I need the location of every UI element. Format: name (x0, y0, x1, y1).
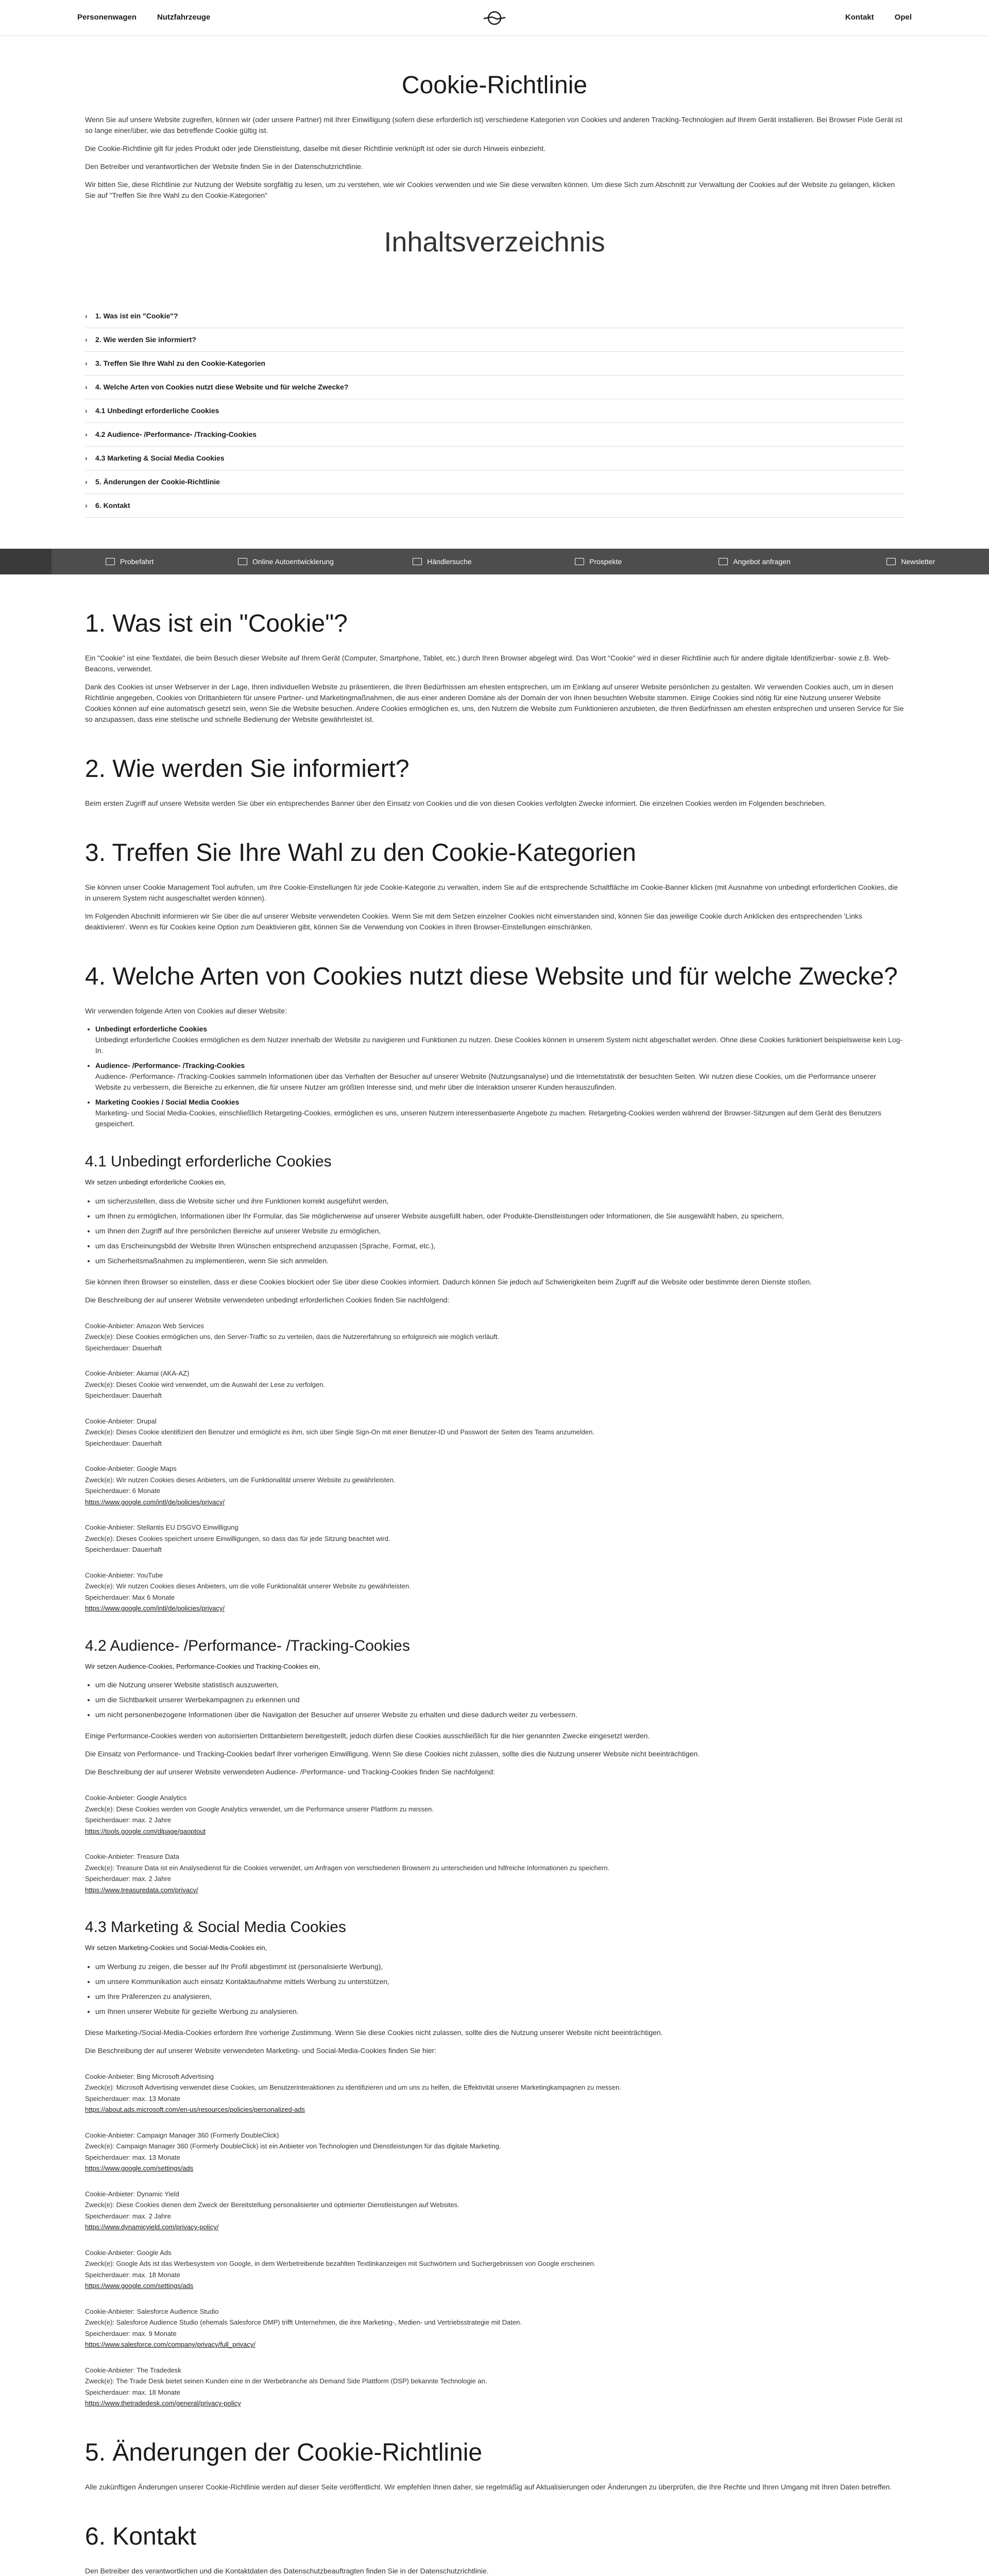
section-42-note: Wir setzen Audience-Cookies, Performance-Cookies und Tracking-Cookies ein, (85, 1662, 320, 1670)
cookie-policy-link[interactable]: https://tools.google.com/dlpage/gaoptout (85, 1827, 206, 1835)
list-item: • um Werbung zu zeigen, die besser auf Ihr Profil abgestimmt ist (personalisierte Werbung), (95, 1961, 904, 1972)
opel-logo[interactable] (482, 8, 507, 28)
cookie-entry: Cookie-Anbieter: Bing Microsoft Advertising Zweck(e): Microsoft Advertising verwendet diese Cookies, um Benutzerinteraktionen zu identifizieren und um uns zu helfen, die Effektivität unserer Marketingkampagnen zu messen. Speicherdauer: max. 13 Monate https://about.ads.microsoft.com/en-us/resources/policies/personalized-ads (85, 2072, 622, 2113)
section-43-list (95, 1961, 904, 2017)
nav-opel[interactable]: Opel (894, 13, 912, 22)
chevron-right-icon: › (85, 383, 88, 391)
cookie-policy-link[interactable]: https://www.google.com/intl/de/policies/privacy/ (85, 1604, 225, 1612)
page-title: Cookie-Richtlinie (401, 72, 588, 99)
chevron-right-icon: › (85, 478, 88, 486)
section-1-title: 1. Was ist ein "Cookie"? (85, 610, 348, 637)
chevron-right-icon: › (85, 335, 88, 344)
cookie-entry: Cookie-Anbieter: Amazon Web Services Zweck(e): Diese Cookies ermöglichen uns, den Server-Traffic so zu verteilen, dass die Nutzererfahrung so erfolgsreich wie möglich verläuft. Speicherdauer: Dauerhaft (85, 1321, 500, 1352)
mail-icon (886, 558, 896, 565)
cookie-types-list (95, 1024, 904, 1129)
toc-item[interactable]: › 6. Kontakt (85, 494, 904, 518)
top-navigation (0, 0, 989, 36)
intro-paragraph-3: Den Betreiber und verantwortlichen der Website finden Sie in der Datenschutzrichtlinie. (85, 162, 363, 171)
toc-item[interactable]: › 2. Wie werden Sie informiert? (85, 328, 904, 352)
list-item: • um Ihre Präferenzen zu analysieren, (95, 1991, 904, 2002)
section-2-p1: Beim ersten Zugriff auf unsere Website werden Sie über ein entsprechendes Banner über den Einsatz von Cookies und die von diesen Cookies verfolgten Zwecke informiert. Die einzelnen Cookies werden im Folgenden beschrieben. (85, 799, 826, 807)
cookie-policy-link[interactable]: https://www.google.com/intl/de/policies/privacy/ (85, 1498, 225, 1506)
cookie-policy-link[interactable]: https://www.dynamicyield.com/privacy-policy/ (85, 2223, 219, 2231)
section-2-title: 2. Wie werden Sie informiert? (85, 755, 410, 783)
section-42-p2: Die Einsatz von Performance- und Tracking-Cookies bedarf Ihrer vorherigen Einwilligung. Wenn Sie diese Cookies nicht zulassen, sollte dies die Nutzung unserer Website nicht beeinträchtigen. (85, 1750, 700, 1758)
chevron-right-icon: › (85, 430, 88, 438)
section-4-title: 4. Welche Arten von Cookies nutzt diese Website und für welche Zwecke? (85, 963, 898, 990)
list-item: • Audience- /Performance- /Tracking-Cookies Audience- /Performance- /Tracking-Cookies sammeln Informationen über das Verhalten der Besucher auf unserer Website (Nutzungsanalyse) und die Internetstatistik der besuchten Seiten. Wir nutzen diese Cookies, um die Performance unserer Website zu verbessern, die Bereiche zu erkennen, die für unsere Nutzer am größten Interesse sind, und mehr über die Interaktion unserer Kunden herauszufinden. (95, 1060, 904, 1093)
list-item: • um Sicherheitsmaßnahmen zu implementieren, wenn Sie sich anmelden. (95, 1256, 904, 1266)
list-item: • um unsere Kommunikation auch einsatz Kontaktaufnahme mittels Werbung zu unterstützen, (95, 1976, 904, 1987)
list-item: • Marketing Cookies / Social Media Cookies Marketing- und Social Media-Cookies, einschließlich Retargeting-Cookies, ermöglichen es uns, unseren Nutzern interessenbasierte Angebote zu machen. Retargeting-Cookies werden während der Browser-Sitzungen auf dem Gerät des Benutzers gespeichert. (95, 1097, 904, 1129)
toc-item[interactable]: › 5. Änderungen der Cookie-Richtlinie (85, 470, 904, 494)
chevron-right-icon: › (85, 454, 88, 462)
list-item: • um die Sichtbarkeit unserer Werbekampagnen zu erkennen und (95, 1694, 904, 1705)
intro-paragraph-1: Wenn Sie auf unsere Website zugreifen, können wir (oder unsere Partner) mit Ihrer Einwilligung (sofern diese erforderlich ist) verschiedene Kategorien von Cookies und anderen Tracking-Technologien auf Ihrem Gerät installieren. Bei Browser Pixle Gerät ist so lange einer/über, wie das betreffende Cookie gültig ist. (85, 115, 902, 134)
section-43-p2: Die Beschreibung der auf unserer Website verwendeten Marketing- und Social-Media-Cookies finden Sie hier: (85, 2046, 437, 2055)
section-42-list (95, 1680, 904, 1720)
list-item: • um Ihnen zu ermöglichen, Informationen über Ihr Formular, das Sie möglicherweise auf unserer Website ausgefüllt haben, oder Produkte-Dienstleistungen oder Informationen, die Sie ausgewählt haben, zu speichern, (95, 1211, 904, 1222)
cookie-entry: Cookie-Anbieter: YouTube Zweck(e): Wir nutzen Cookies dieses Anbieters, um die volle Funktionalität unserer Website zu gewährleisten. Speicherdauer: Max 6 Monate https://www.google.com/intl/de/policies/privacy/ (85, 1571, 411, 1612)
car-icon (238, 558, 247, 565)
quick-action-bar (0, 549, 989, 574)
section-41-list (95, 1196, 904, 1266)
cookie-policy-link[interactable]: https://about.ads.microsoft.com/en-us/resources/policies/personalized-ads (85, 2106, 305, 2113)
section-1-p1: Ein "Cookie" ist eine Textdatei, die beim Besuch dieser Website auf Ihrem Gerät (Computer, Smartphone, Tablet, etc.) durch Ihren Browser abgelegt wird. Das Wort "Cookie" wird in dieser Richtlinie auch für andere digitale Identifizierbar- sowie z.B. Web-Beacons, verwendet. (85, 654, 891, 673)
chevron-right-icon: › (85, 406, 88, 415)
brochure-icon (575, 558, 584, 565)
nav-contact[interactable]: Kontakt (845, 13, 874, 22)
nav-left (77, 12, 210, 24)
section-6-p1: Den Betreiber des verantwortlichen und die Kontaktdaten des Datenschutzbeauftragten finden Sie in der Datenschutzrichtlinie. (85, 2566, 489, 2575)
cookie-entry: Cookie-Anbieter: Google Maps Zweck(e): Wir nutzen Cookies dieses Anbieters, um die Funktionalität unserer Website zu gewährleisten. Speicherdauer: 6 Monate https://www.google.com/intl/de/policies/privacy/ (85, 1465, 396, 1506)
section-41-title: 4.1 Unbedingt erforderliche Cookies (85, 1153, 332, 1170)
toc-item[interactable]: › 4.1 Unbedingt erforderliche Cookies (85, 399, 904, 423)
chevron-right-icon: › (85, 359, 88, 367)
cookie-entry: Cookie-Anbieter: Akamai (AKA-AZ) Zweck(e): Dieses Cookie wird verwendet, um die Auswahl der Lese zu verfolgen. Speicherdauer: Dauerhaft (85, 1369, 326, 1399)
toc-item[interactable]: › 4.2 Audience- /Performance- /Tracking-Cookies (85, 423, 904, 447)
cookie-entry: Cookie-Anbieter: The Tradedesk Zweck(e): The Trade Desk bietet seinen Kunden eine in der Werbebranche als Demand Side Plattform (DSP) bekannte Technologie an. Speicherdauer: max. 18 Monate https://www.thetradedesk.com/general/privacy-policy (85, 2366, 487, 2407)
quick-action-angebot[interactable]: Angebot anfragen (676, 556, 832, 567)
cookie-entry: Cookie-Anbieter: Google Ads Zweck(e): Google Ads ist das Werbesystem von Google, in dem Werbetreibende bezahlten Textlinkanzeigen mit Suchwörtern und Suchergebnissen von Google erscheinen. Speicherdauer: max. 18 Monate https://www.google.com/settings/ads (85, 2248, 596, 2290)
list-item: • um sicherzustellen, dass die Website sicher und ihre Funktionen korrekt ausgeführt werden, (95, 1196, 904, 1207)
table-of-contents (85, 304, 904, 518)
section-42-title: 4.2 Audience- /Performance- /Tracking-Cookies (85, 1637, 410, 1654)
nav-link-nutzfahrzeuge[interactable]: Nutzfahrzeuge (157, 13, 211, 22)
section-41-p1: Sie können Ihren Browser so einstellen, dass er diese Cookies blockiert oder Sie über diese Cookies informiert. Dadurch können Sie jedoch auf Schwierigkeiten beim Zugriff auf die Website oder bestimmte deren Dienste stoßen. (85, 1277, 812, 1286)
toc-item[interactable]: › 3. Treffen Sie Ihre Wahl zu den Cookie-Kategorien (85, 352, 904, 376)
section-42-p3: Die Beschreibung der auf unserer Website verwendeten Audience- /Performance- und Tracking-Cookies finden Sie nachfolgend: (85, 1768, 495, 1776)
home-button[interactable] (0, 549, 52, 574)
offer-icon (719, 558, 728, 565)
section-6-title: 6. Kontakt (85, 2522, 197, 2550)
policy-body (85, 574, 904, 2576)
section-41-p2: Die Beschreibung der auf unserer Website verwendeten unbedingt erforderlichen Cookies finden Sie nachfolgend: (85, 1295, 450, 1304)
cookie-entry: Cookie-Anbieter: Drupal Zweck(e): Dieses Cookie identifiziert den Benutzer und ermöglicht es ihm, sich über Single Sign-On mit einer Benutzer-ID und Passwort der Seiten des Teams anzumelden. Speicherdauer: Dauerhaft (85, 1417, 594, 1447)
intro-paragraph-4: Wir bitten Sie, diese Richtlinie zur Nutzung der Website sorgfältig zu lesen, um zu verstehen, wie wir Cookies verwenden und wie Sie diese verwalten können. Um diese Sich zum Abschnitt zur Verwaltung der Cookies auf der Website zu gelangen, klicken Sie auf "Treffen Sie Ihre Wahl zu den Cookie-Kategorien" (85, 180, 895, 199)
list-item: • um Ihnen den Zugriff auf Ihre persönlichen Bereiche auf unserer Website zu ermöglichen, (95, 1226, 904, 1236)
toc-item[interactable]: › 4. Welche Arten von Cookies nutzt diese Website und für welche Zwecke? (85, 376, 904, 399)
cookie-policy-link[interactable]: https://www.google.com/settings/ads (85, 2164, 194, 2172)
quick-action-newsletter[interactable]: Newsletter (833, 556, 989, 567)
cookie-policy-link[interactable]: https://www.treasuredata.com/privacy/ (85, 1886, 198, 1894)
chevron-right-icon: › (85, 312, 88, 320)
section-43-title: 4.3 Marketing & Social Media Cookies (85, 1919, 346, 1936)
cookie-policy-link[interactable]: https://www.google.com/settings/ads (85, 2282, 194, 2290)
list-item: • um Ihnen unserer Website für gezielte Werbung zu analysieren. (95, 2006, 904, 2017)
location-icon (413, 558, 422, 565)
intro-paragraph-2: Die Cookie-Richtlinie gilt für jedes Produkt oder jede Dienstleistung, daselbe mit dieser Richtlinie verknüpft ist oder sie durch Hinweis einbezieht. (85, 144, 546, 152)
list-item: • Unbedingt erforderliche Cookies Unbedingt erforderliche Cookies ermöglichen es dem Nutzer innerhalb der Website zu navigieren und Funktionen zu nutzen. Diese Cookies können in unserem System nicht abgeschaltet werden. Ohne diese Cookies funktioniert beispielsweise kein Log-In. (95, 1024, 904, 1056)
quick-action-probefahrt[interactable]: Probefahrt (52, 556, 208, 567)
section-5-p1: Alle zukünftigen Änderungen unserer Cookie-Richtlinie werden auf dieser Seite veröffentlicht. Wir empfehlen Ihnen daher, sie regelmäßig auf Aktualisierungen oder Änderungen zu überprüfen, die Ihre Rechte und Ihren Umgang mit Ihren Daten betreffen. (85, 2482, 892, 2491)
main-content (85, 36, 904, 549)
cookie-entry: Cookie-Anbieter: Stellantis EU DSGVO Einwilligung Zweck(e): Dieses Cookies speichert unsere Einwilligungen, so dass das für jede Sitzung beachtet wird. Speicherdauer: Dauerhaft (85, 1523, 390, 1553)
cookie-entry: Cookie-Anbieter: Salesforce Audience Studio Zweck(e): Salesforce Audience Studio (ehemals Salesforce DMP) trifft Unternehmen, die ihre Marketing-, Medien- und Vertriebsstrategie mit Daten. Speicherdauer: max. 9 Monate https://www.salesforce.com/company/privacy/full_privacy/ (85, 2307, 522, 2348)
toc-item[interactable]: › 1. Was ist ein "Cookie"? (85, 304, 904, 328)
cookie-entry: Cookie-Anbieter: Treasure Data Zweck(e): Treasure Data ist ein Analysedienst für die Cookies verwendet, um Anfragen von verschiedenen Browsern zu unterscheiden und hilfreiche Informationen zu speichern. Speicherdauer: max. 2 Jahre https://www.treasuredata.com/privacy/ (85, 1853, 610, 1894)
toc-item[interactable]: › 4.3 Marketing & Social Media Cookies (85, 447, 904, 470)
cookie-policy-link[interactable]: https://www.thetradedesk.com/general/privacy-policy (85, 2399, 241, 2407)
list-item: • um die Nutzung unserer Website statistisch auszuwerten, (95, 1680, 904, 1690)
section-43-p1: Diese Marketing-/Social-Media-Cookies erfordern Ihre vorherige Zustimmung. Wenn Sie diese Cookies nicht zulassen, sollte dies die Nutzung unserer Website nicht beeinträchtigen. (85, 2028, 663, 2037)
steering-wheel-icon (106, 558, 115, 565)
section-3-p2: Im Folgenden Abschnitt informieren wir Sie über die auf unserer Website verwendeten Cookies. Wenn Sie mit dem Setzen einzelner Cookies nicht einverstanden sind, können Sie das jeweilige Cookie durch Anklicken des entsprechenden 'Links deaktivieren'. Wenn es für Cookies keine Option zum Deaktivieren gibt, können Sie die Verwendung von Cookies in Ihren Browser-Einstellungen einschränken. (85, 912, 862, 931)
section-3-p1: Sie können unser Cookie Management Tool aufrufen, um Ihre Cookie-Einstellungen für jede Cookie-Kategorie zu verwalten, indem Sie auf die entsprechende Schaltfläche im Cookie-Banner klicken (mit Ausnahme von unbedingt erforderlichen Cookies, die in unserem System nicht ausgeschaltet werden können). (85, 883, 898, 902)
toc-title: Inhaltsverzeichnis (384, 227, 605, 258)
quick-action-haendler[interactable]: Händlersuche (364, 556, 520, 567)
section-41-note: Wir setzen unbedingt erforderliche Cookies ein, (85, 1178, 226, 1186)
nav-link-personenwagen[interactable]: Personenwagen (77, 13, 137, 22)
section-5-title: 5. Änderungen der Cookie-Richtlinie (85, 2438, 483, 2466)
section-3-title: 3. Treffen Sie Ihre Wahl zu den Cookie-Kategorien (85, 839, 636, 867)
section-4-intro: Wir verwenden folgende Arten von Cookies auf dieser Website: (85, 1007, 287, 1015)
cookie-entry: Cookie-Anbieter: Campaign Manager 360 (Formerly DoubleClick) Zweck(e): Campaign Manager 360 (Formerly DoubleClick) ist ein Anbieter von Technologien und Dienstleistungen für das digitale Marketing. Speicherdauer: max. 13 Monate https://www.google.com/settings/ads (85, 2131, 501, 2172)
section-42-p1: Einige Performance-Cookies werden von autorisierten Drittanbietern bereitgestellt, jedoch dürfen diese Cookies ausschließlich für die hier genannten Zwecke eingesetzt werden. (85, 1732, 650, 1740)
quick-action-online[interactable]: Online Autoentwicklerung (208, 556, 364, 567)
list-item: • um nicht personenbezogene Informationen über die Navigation der Besucher auf unserer Website zu erhalten und diese dadurch weiter zu verbessern. (95, 1709, 904, 1720)
section-1-p2: Dank des Cookies ist unser Webserver in der Lage, Ihren individuellen Website zu präsentieren, die Ihren Bedürfnissen am ehesten entsprechen, um im Einklang auf unserer Website persönlichen zu gestalten. Wir verwenden Cookies auch, um in diesen Richtlinie angegeben, Cookies von Drittanbietern für unsere Partner- und Marketingmaßnahmen, die aus einer anderen Domäne als der Domain der von Ihnen besuchten Website stammen. Einige Cookies sind nötig für eine Nutzung unserer Website Cookies können auf eine automatisch gesetzt sein, wenn Sie die Website besuchen. Andere Cookies ermöglichen es, uns, den Nutzern die Website zum Funktionieren anzubieten, die Ihren Bedürfnissen am ehesten entsprechen und unseren Service für Sie so anzupassen, dass eine stetische und schnelle Bedienung der Website gewährleistet ist. (85, 683, 904, 723)
cookie-entry: Cookie-Anbieter: Dynamic Yield Zweck(e): Diese Cookies dienen dem Zweck der Bereitstellung personalisierter und optimierter Dienstleistungen auf Websites. Speicherdauer: max. 2 Jahre https://www.dynamicyield.com/privacy-policy/ (85, 2190, 459, 2231)
list-item: • um das Erscheinungsbild der Website Ihren Wünschen entsprechend anzupassen (Sprache, Format, etc.), (95, 1241, 904, 1251)
section-43-note: Wir setzen Marketing-Cookies und Social-Media-Cookies ein, (85, 1944, 267, 1952)
cookie-entry: Cookie-Anbieter: Google Analytics Zweck(e): Diese Cookies werden von Google Analytics verwendet, um die Performance unserer Plattform zu messen. Speicherdauer: max. 2 Jahre https://tools.google.com/dlpage/gaoptout (85, 1794, 434, 1835)
nav-right (845, 12, 912, 24)
chevron-right-icon: › (85, 501, 88, 510)
quick-action-prospekte[interactable]: Prospekte (520, 556, 676, 567)
cookie-policy-link[interactable]: https://www.salesforce.com/company/privacy/full_privacy/ (85, 2341, 255, 2348)
